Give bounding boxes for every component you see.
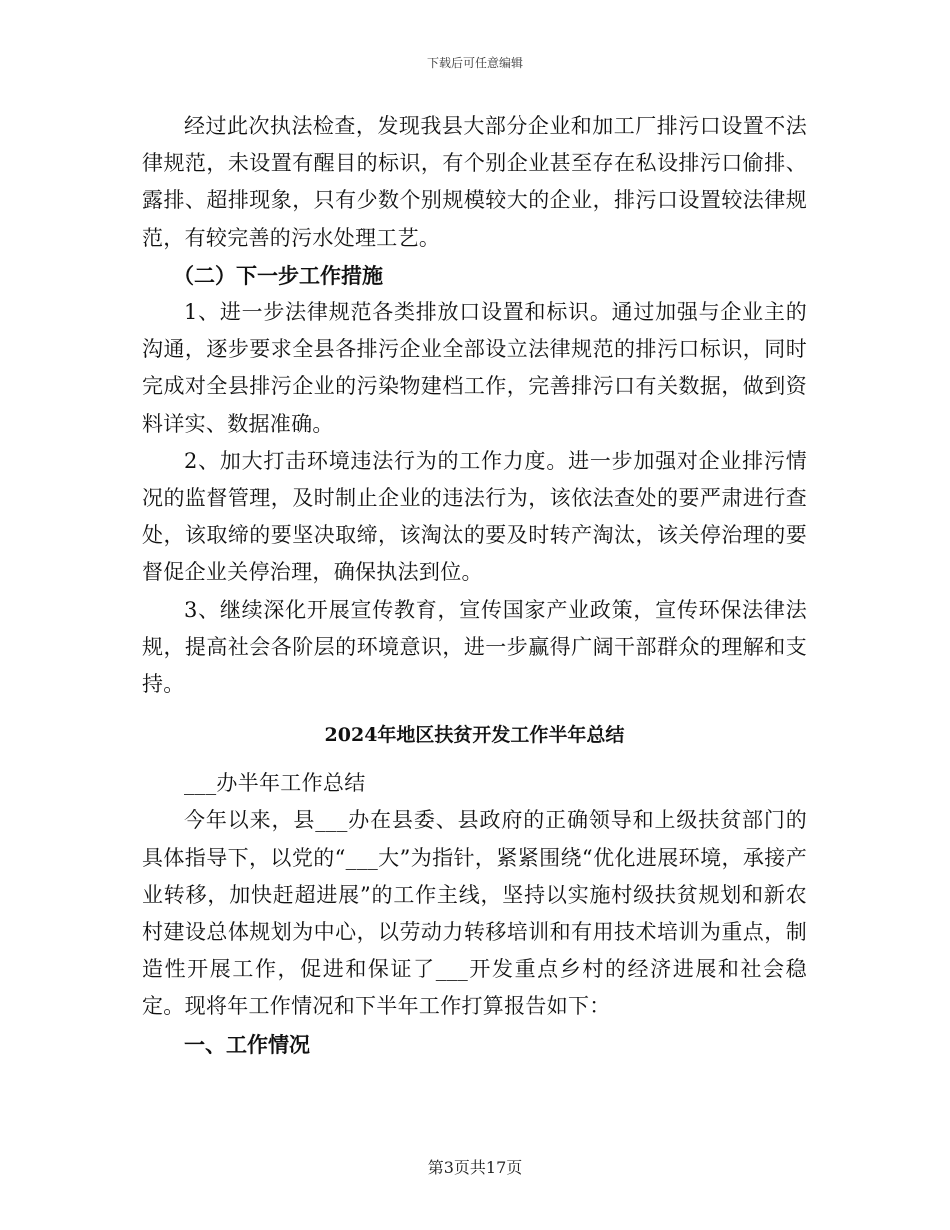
section-heading-work-status: 一、工作情况 <box>184 1031 310 1057</box>
paragraph-measure-1: 1、进一步法律规范各类排放口设置和标识。通过加强与企业主的沟通，逐步要求全县各排污企业全部设立法律规范的排污口标识，同时完成对全县排污企业的污染物建档工作，完善排污口有关数据，做到资料详实、数据准确。 <box>142 300 807 436</box>
page-number-footer: 第3页共17页 <box>427 1158 523 1177</box>
paragraph-measure-3: 3、继续深化开展宣传教育，宣传国家产业政策，宣传环保法律法规，提高社会各阶层的环境意识，进一步赢得广阔干部群众的理解和支持。 <box>142 597 807 697</box>
section-heading-next-steps: （二）下一步工作措施 <box>173 262 383 288</box>
document-title: 2024年地区扶贫开发工作半年总结 <box>324 724 625 747</box>
paragraph-inspection-findings: 经过此次执法检查，发现我县大部分企业和加工厂排污口设置不法律规范，未设置有醒目的标识，有个别企业甚至存在私设排污口偷排、露排、超排现象，只有少数个别规模较大的企业，排污口设置较法律规范，有较完善的污水处理工艺。 <box>142 114 807 250</box>
header-note: 下载后可任意编辑 <box>426 56 523 70</box>
paragraph-office-summary: ___办半年工作总结 <box>184 771 366 796</box>
paragraph-measure-2: 2、加大打击环境违法行为的工作力度。进一步加强对企业排污情况的监督管理，及时制止企业的违法行为，该依法查处的要严肃进行查处，该取缔的要坚决取缔，该淘汰的要及时转产淘汰，该关停治理的要督促企业关停治理，确保执法到位。 <box>142 448 807 585</box>
paragraph-intro: 今年以来，县___办在县委、县政府的正确领导和上级扶贫部门的具体指导下，以党的“___大”为指针，紧紧围绕“优化进展环境，承接产业转移，加快赶超进展”的工作主线，坚持以实施村级扶贫规划和新农村建设总体规划为中心，以劳动力转移培训和有用技术培训为重点，制造性开展工作，促进和保证了___开发重点乡村的经济进展和社会稳定。现将年工作情况和下半年工作打算报告如下： <box>142 808 807 1019</box>
document-body <box>142 108 807 1063</box>
